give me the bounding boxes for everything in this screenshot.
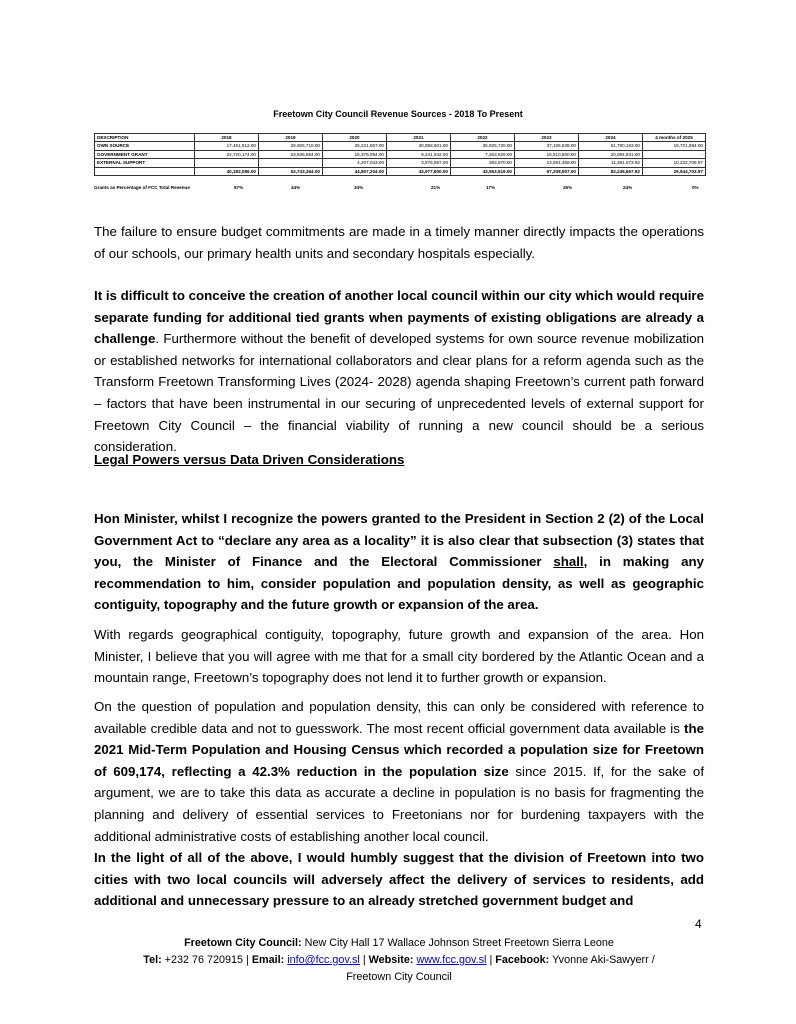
body-text: On the question of population and population density, this can only be considered with reference to available credible data and not to guesswork. The most recent official government data available is xyxy=(94,699,704,736)
table-header-cell: 2019 xyxy=(259,134,323,142)
footer-label: Website: xyxy=(368,954,414,966)
footer-separator: | xyxy=(486,954,496,966)
table-cell: 25,221,067.00 xyxy=(323,142,387,150)
table-cell: 17,461,912.00 xyxy=(195,142,259,150)
table-cell: - xyxy=(643,150,706,158)
table-header-cell: DESCRIPTION xyxy=(95,134,195,142)
table-header-row xyxy=(95,134,706,142)
table-cell: 44,807,204.00 xyxy=(323,167,387,175)
grants-percentage-value: 0% xyxy=(692,185,699,190)
table-cell: 19,721,994.00 xyxy=(643,142,706,150)
table-cell: 35,925,720.00 xyxy=(451,142,515,150)
footer-org-line: Freetown City Council xyxy=(346,971,452,983)
table-cell: 67,208,507.00 xyxy=(515,167,579,175)
grants-percentage-value: 57% xyxy=(234,185,244,190)
table-cell: 9,241,842.00 xyxy=(387,150,451,158)
footer-label: Freetown City Council: xyxy=(184,937,302,949)
table-row xyxy=(95,150,706,158)
table-cell: 13,591,368.00 xyxy=(515,159,579,167)
table-cell: 4,207,043.00 xyxy=(323,159,387,167)
table-cell: 16,510,500.00 xyxy=(515,150,579,158)
table-cell: OWN SOURCE xyxy=(95,142,195,150)
grants-percentage-value: 34% xyxy=(354,185,364,190)
table-cell: 363,970.00 xyxy=(451,159,515,167)
paragraph-topography: With regards geographical contiguity, topography, future growth and expansion of the area. Hon Minister, I believe that you will agree with me that for a small city bordered by the Atlantic Ocean and a mountain range, Freetown’s topography does not lend it to further growth or expansion. xyxy=(94,627,704,686)
grants-percentage-value: 24% xyxy=(623,185,633,190)
footer-address: New City Hall 17 Wallace Johnson Street Freetown Sierra Leone xyxy=(301,937,614,949)
grants-percentage-value: 21% xyxy=(431,185,441,190)
emphasis-text: , in making any recommendation to him, consider population and population density, as well as geographic contiguity, topography and the future growth or expansion of the area. xyxy=(94,554,704,613)
table-cell: 43,977,600.00 xyxy=(387,167,451,175)
paragraph-population xyxy=(94,696,704,912)
footer-label: Facebook: xyxy=(495,954,550,966)
body-text: . Furthermore without the benefit of developed systems for own source revenue mobilization or established networks for international collaborators and clear plans for a reform agenda such as the Transform Freetown Transforming Lives (2024- 2028) agenda shaping Freetown’s current path forward – factors that have been instrumental in our securing of unprecedented levels of external support for Freetown City Council – the financial viability of running a new council should be a serious consideration. xyxy=(94,331,704,455)
table-header-cell: 2021 xyxy=(387,134,451,142)
table-header-cell: 4 months of 2025 xyxy=(643,134,706,142)
table-cell: 15,379,094.00 xyxy=(323,150,387,158)
footer-address-line xyxy=(94,935,704,952)
table-cell: 37,106,639.00 xyxy=(515,142,579,150)
emphasis-text: It is difficult to conceive the creation of another local council within our city which would require separate funding for additional tied grants when payments of existing obligations are already a challenge xyxy=(94,288,704,347)
table-cell: 7,263,829.00 xyxy=(451,150,515,158)
table-header-cell: 2024 xyxy=(579,134,643,142)
table-cell xyxy=(259,159,323,167)
emphasis-text: Hon Minister, whilst I recognize the powers granted to the President in Section 2 (2) of the Local Government Act to “declare any area as a locality” it is also clear that subsection (3) states that you, the Minister of Finance and the Electoral Commissioner xyxy=(94,511,704,570)
table-header-cell: 2020 xyxy=(323,134,387,142)
section-heading: Legal Powers versus Data Driven Considerations xyxy=(94,452,405,467)
table-cell xyxy=(95,167,195,175)
footer-label: Email: xyxy=(251,954,285,966)
website-link[interactable]: www.fcc.gov.sl xyxy=(416,954,487,966)
table-cell: 11,381,573.92 xyxy=(579,159,643,167)
footer-facebook: Yvonne Aki-Sawyerr / xyxy=(549,954,655,966)
grants-percentage-value: 44% xyxy=(291,185,301,190)
grants-percentage-value: 17% xyxy=(486,185,496,190)
table-cell: 30,858,901.00 xyxy=(387,142,451,150)
table-header-cell: 2022 xyxy=(451,134,515,142)
email-link[interactable]: info@fcc.gov.sl xyxy=(287,954,360,966)
table-cell: 43,553,519.00 xyxy=(451,167,515,175)
table-cell: 83,246,667.92 xyxy=(579,167,643,175)
table-cell: 22,720,174.00 xyxy=(195,150,259,158)
footer-label: Tel: xyxy=(143,954,162,966)
grants-percentage-value: 25% xyxy=(563,185,573,190)
grants-percentage-label: Grants as Percentage of FCC Total Revenue xyxy=(94,185,190,190)
paragraph-legal-powers xyxy=(94,508,704,616)
emphasis-text: In the light of all of the above, I would humbly suggest that the division of Freetown into two cities with two local councils will adversely affect the delivery of services to residents, add additional and unnecessary pressure to an already stretched government budget and xyxy=(94,850,704,909)
underlined-word: shall xyxy=(553,554,584,570)
table-cell: GOVERNMENT GRANT xyxy=(95,150,195,158)
table-row xyxy=(95,142,706,150)
table-title: Freetown City Council Revenue Sources - 2018 To Present xyxy=(273,109,523,119)
letterhead-footer xyxy=(94,935,704,986)
table-cell: 29,906,710.00 xyxy=(259,142,323,150)
body-text: since 2015. If, for the sake of argument, we are to take this data as accurate a decline in population is no basis for fragmenting the planning and delivery of essential services to Freetonians nor for burdening taxpayers with the additional administrative costs of establishing another local council. xyxy=(94,763,705,844)
table-cell: EXTERNAL SUPPORT xyxy=(95,159,195,167)
table-total-row xyxy=(95,167,706,175)
page-number: 4 xyxy=(695,917,702,931)
footer-separator: | xyxy=(359,954,369,966)
footer-phone: +232 76 720915 | xyxy=(161,954,252,966)
table-row xyxy=(95,159,706,167)
paragraph-another-council xyxy=(94,285,704,458)
table-header-cell: 2018 xyxy=(195,134,259,142)
table-cell: 3,876,857.00 xyxy=(387,159,451,167)
emphasis-text: the 2021 Mid-Term Population and Housing Census which recorded a population size for Freetown of 609,174, reflecting a 42.3% reduction in the population size xyxy=(94,720,704,779)
table-cell: 53,743,364.00 xyxy=(259,167,323,175)
footer-contact-line xyxy=(94,952,704,969)
table-cell xyxy=(195,159,259,167)
table-cell: 23,836,654.00 xyxy=(259,150,323,158)
paragraph-budget-commitments: The failure to ensure budget commitments are made in a timely manner directly impacts the operations of our schools, our primary health units and secondary hospitals especially. xyxy=(94,224,704,261)
table-cell: 51,780,163.00 xyxy=(579,142,643,150)
revenue-table xyxy=(94,133,706,176)
table-cell: 29,944,703.97 xyxy=(643,167,706,175)
table-cell: 20,084,931.00 xyxy=(579,150,643,158)
table-cell: 40,182,086.00 xyxy=(195,167,259,175)
table-header-cell: 2023 xyxy=(515,134,579,142)
table-cell: 10,222,709.97 xyxy=(643,159,706,167)
